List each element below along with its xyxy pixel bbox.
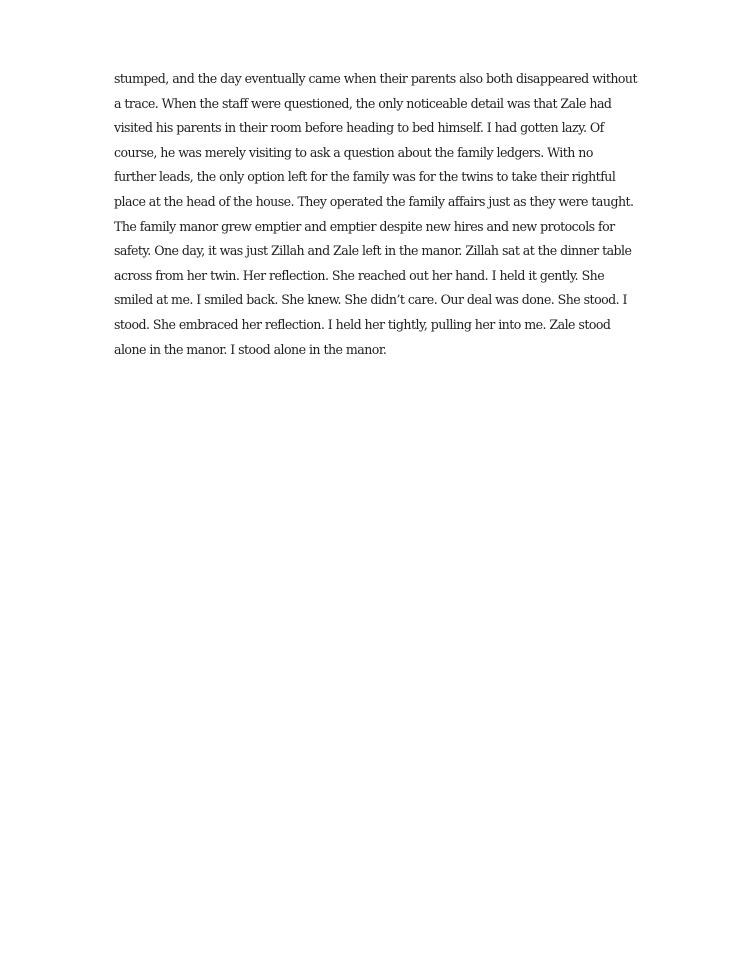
text-line: smiled at me. I smiled back. She knew. She didn’t care. Our deal was done. She stood. I: [114, 292, 627, 308]
text-line: course, he was merely visiting to ask a question about the family ledgers. With no: [114, 144, 593, 160]
text-line: The family manor grew emptier and emptier despite new hires and new protocols for: [114, 218, 615, 234]
text-line: further leads, the only option left for the family was for the twins to take their rightful: [114, 169, 616, 185]
story-paragraph: [114, 67, 694, 362]
text-line: across from her twin. Her reflection. She reached out her hand. I held it gently. She: [114, 267, 605, 283]
text-line: place at the head of the house. They operated the family affairs just as they were taught.: [114, 193, 634, 209]
text-line: visited his parents in their room before heading to bed himself. I had gotten lazy. Of: [114, 120, 604, 136]
text-line: stood. She embraced her reflection. I held her tightly, pulling her into me. Zale stood: [114, 316, 611, 332]
text-line: safety. One day, it was just Zillah and Zale left in the manor. Zillah sat at the dinner table: [114, 243, 632, 259]
text-line: stumped, and the day eventually came when their parents also both disappeared without: [114, 71, 637, 86]
text-line: a trace. When the staff were questioned, the only noticeable detail was that Zale had: [114, 95, 612, 111]
text-line: alone in the manor. I stood alone in the manor.: [114, 341, 387, 357]
